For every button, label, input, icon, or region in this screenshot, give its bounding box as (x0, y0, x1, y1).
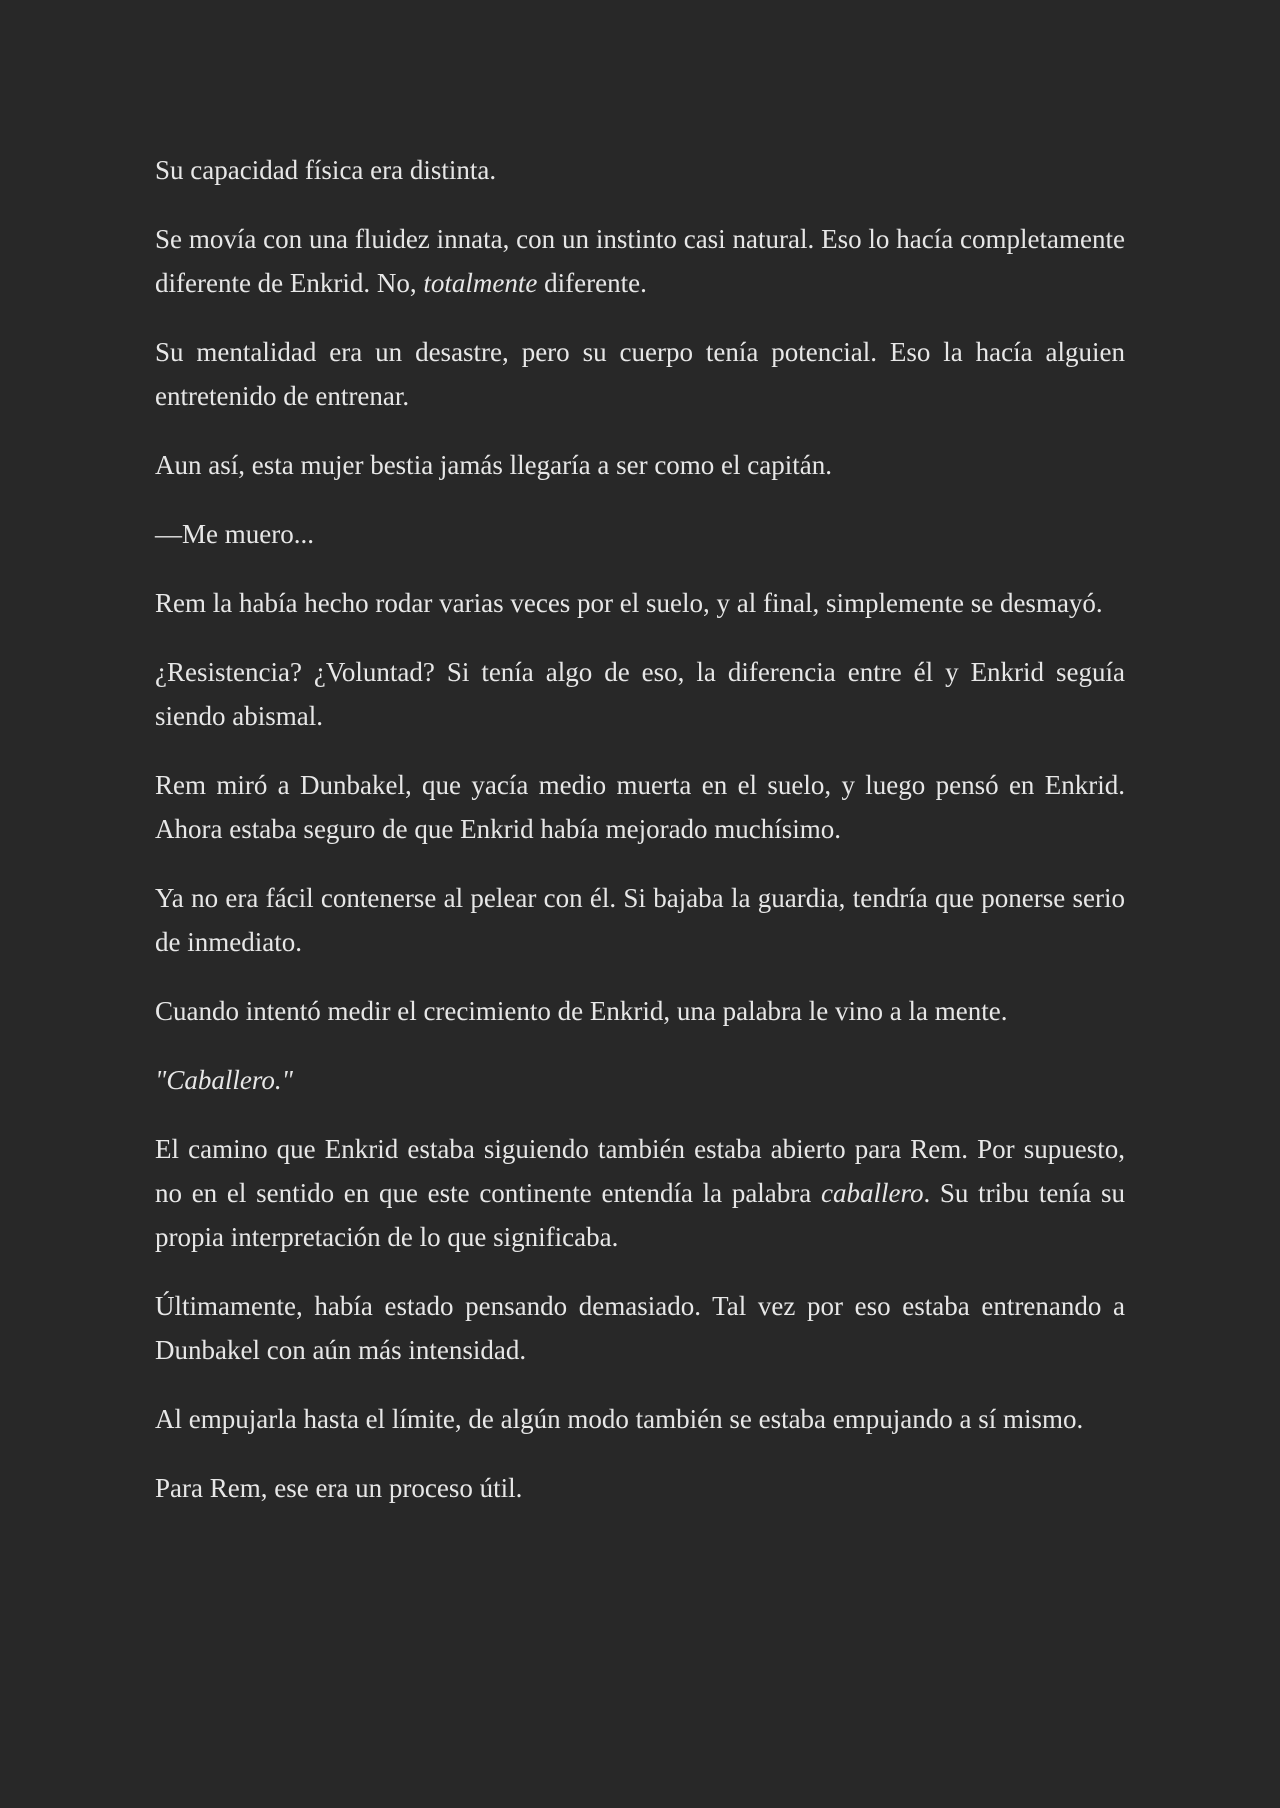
paragraph-13: Últimamente, había estado pensando demasiado. Tal vez por eso estaba entrenando a Dunbakel con aún más intensidad. (155, 1291, 1125, 1365)
paragraph-5-dialogue: —Me muero... (155, 519, 314, 549)
paragraph-2-emphasis: totalmente (423, 268, 538, 298)
paragraph-4: Aun así, esta mujer bestia jamás llegaría a ser como el capitán. (155, 450, 832, 480)
paragraph-2-text-before: Se movía con una fluidez innata, con un instinto casi natural. Eso lo hacía completamente diferente de Enkrid. No, (155, 224, 1125, 298)
paragraph-2-text-after: diferente. (537, 268, 647, 298)
paragraph-6: Rem la había hecho rodar varias veces por el suelo, y al final, simplemente se desmayó. (155, 588, 1103, 618)
paragraph-2 (155, 217, 1125, 305)
paragraph-9: Ya no era fácil contenerse al pelear con él. Si bajaba la guardia, tendría que ponerse serio de inmediato. (155, 883, 1125, 957)
paragraph-14: Al empujarla hasta el límite, de algún modo también se estaba empujando a sí mismo. (155, 1404, 1084, 1434)
paragraph-11-italic (155, 1058, 1125, 1102)
paragraph-3: Su mentalidad era un desastre, pero su cuerpo tenía potencial. Eso la hacía alguien entretenido de entrenar. (155, 337, 1125, 411)
paragraph-1: Su capacidad física era distinta. (155, 155, 497, 185)
paragraph-7: ¿Resistencia? ¿Voluntad? Si tenía algo de eso, la diferencia entre él y Enkrid seguía siendo abismal. (155, 657, 1125, 731)
paragraph-12-text-before: El camino que Enkrid estaba siguiendo también estaba abierto para Rem. Por supuesto, no en el sentido en que este continente entendía la palabra (155, 1134, 1125, 1208)
paragraph-10: Cuando intentó medir el crecimiento de Enkrid, una palabra le vino a la mente. (155, 996, 1008, 1026)
paragraph-12-emphasis: caballero (820, 1178, 924, 1208)
paragraph-8: Rem miró a Dunbakel, que yacía medio muerta en el suelo, y luego pensó en Enkrid. Ahora estaba seguro de que Enkrid había mejorado muchísimo. (155, 770, 1125, 844)
paragraph-12 (155, 1127, 1125, 1259)
paragraph-11-emphasis: "Caballero." (155, 1065, 293, 1095)
paragraph-12-text-after: . Su tribu tenía su propia interpretación de lo que significaba. (155, 1178, 1125, 1252)
paragraph-15: Para Rem, ese era un proceso útil. (155, 1473, 523, 1503)
